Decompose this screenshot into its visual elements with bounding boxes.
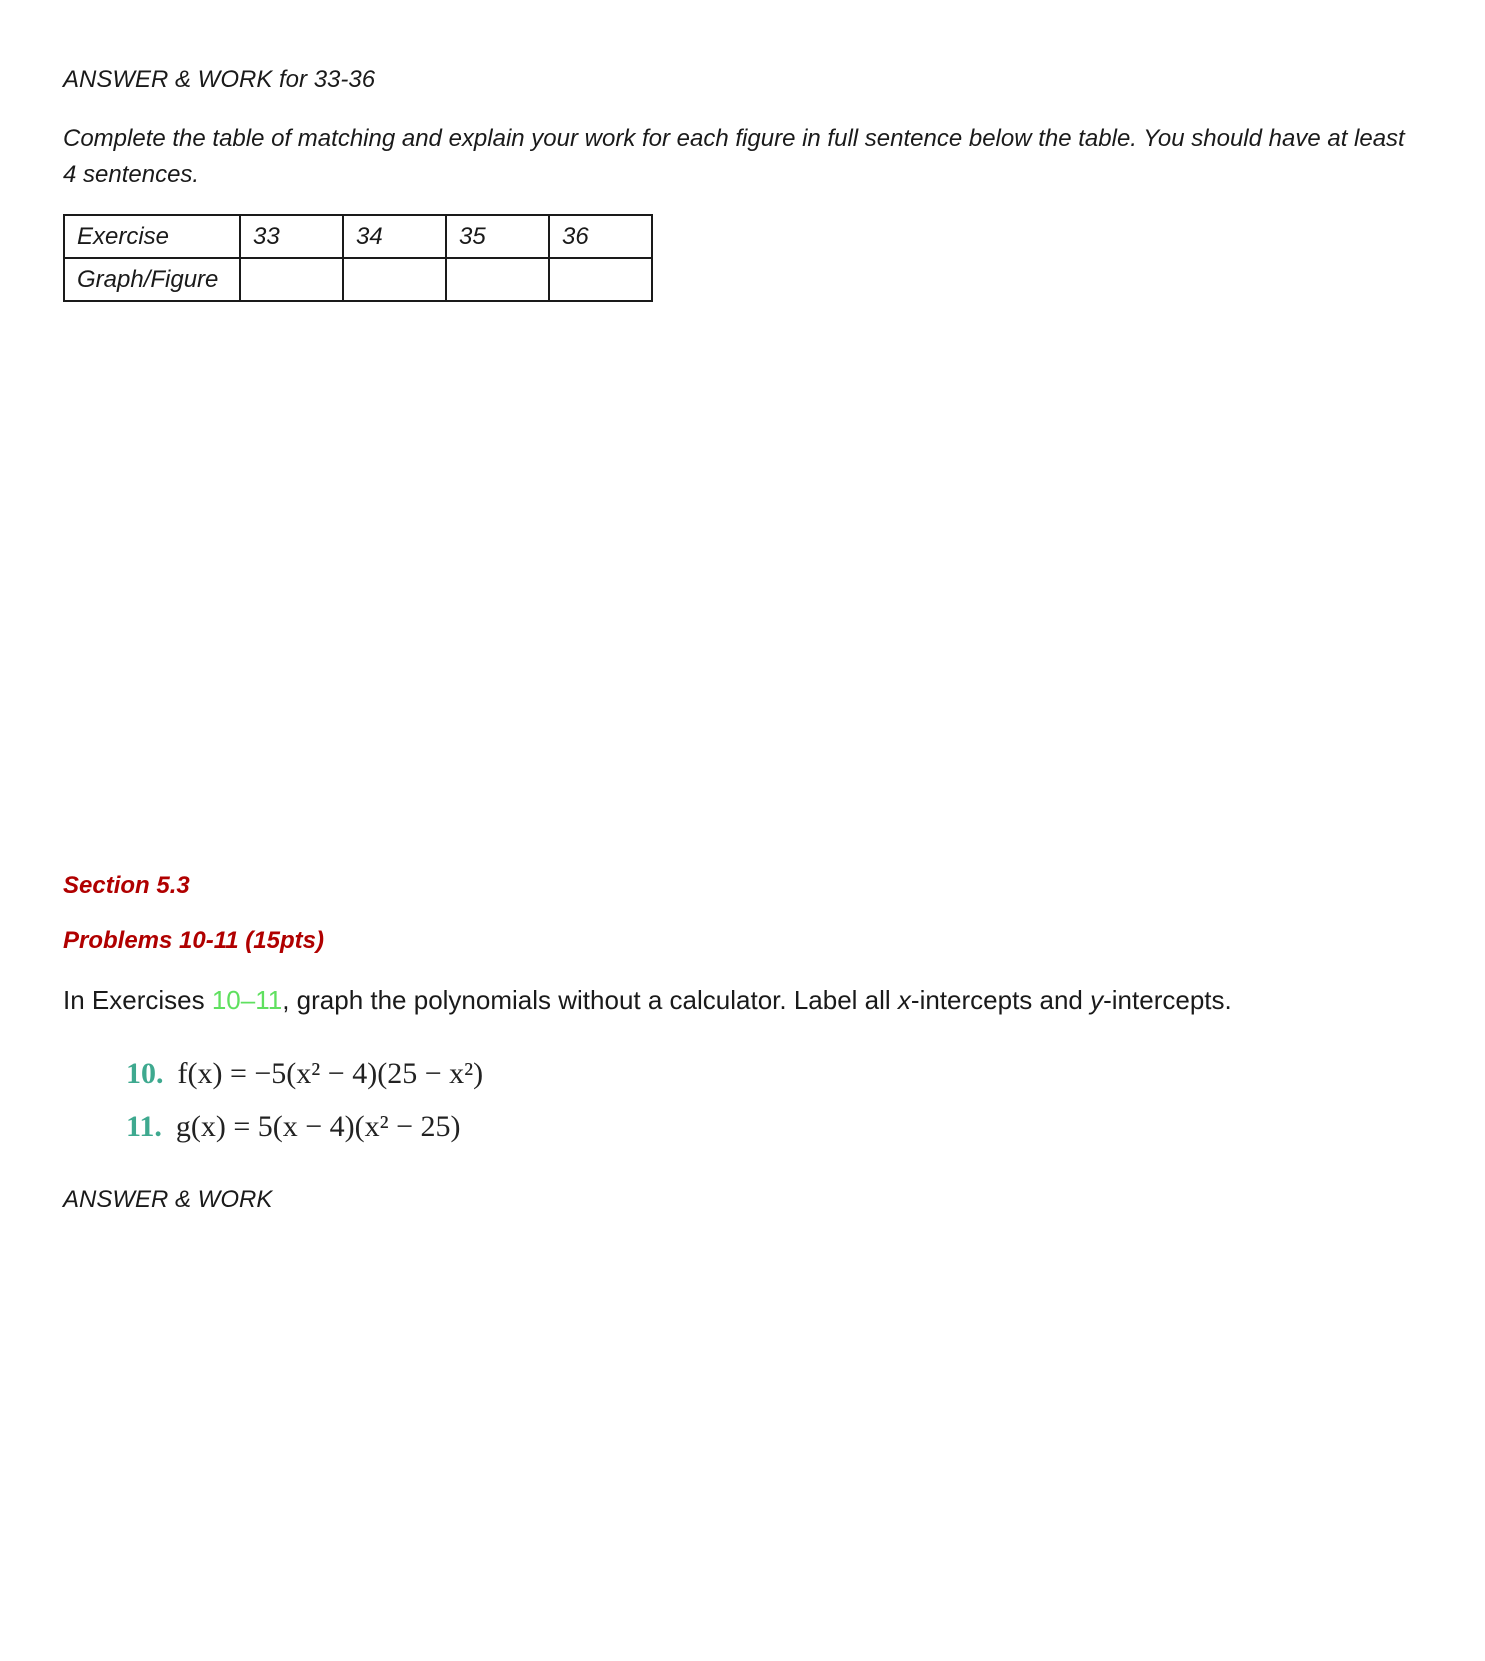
intro-y: y — [1090, 985, 1104, 1015]
table-row — [64, 215, 652, 258]
exercise-cell: 36 — [549, 215, 652, 258]
graph-answer-cell[interactable] — [549, 258, 652, 301]
exercise-cell: 33 — [240, 215, 343, 258]
answer-work-heading-2: ANSWER & WORK — [63, 1186, 273, 1213]
problem-expression: g(x) = 5(x − 4)(x² − 25) — [175, 1110, 461, 1143]
exercise-intro — [63, 985, 1232, 1016]
problem-number: 11. — [126, 1110, 162, 1143]
instructions-text: Complete the table of matching and explain your work for each figure in full sentence below the table. You should have at least 4 sentences. — [63, 125, 1405, 188]
intro-x: x — [897, 985, 911, 1015]
graph-answer-cell[interactable] — [343, 258, 446, 301]
section-title: Section 5.3 — [63, 872, 190, 899]
problem-10 — [126, 1057, 483, 1091]
intro-middle: , graph the polynomials without a calculator. Label all — [282, 985, 898, 1015]
exercise-label-cell: Exercise — [64, 215, 240, 258]
problem-number: 10. — [126, 1057, 164, 1090]
intro-after: -intercepts. — [1103, 985, 1232, 1015]
problems-title: Problems 10-11 (15pts) — [63, 927, 324, 954]
problem-expression: f(x) = −5(x² − 4)(25 − x²) — [177, 1057, 484, 1090]
intro-before: In Exercises — [63, 985, 212, 1015]
graph-answer-cell[interactable] — [240, 258, 343, 301]
table-row — [64, 258, 652, 301]
exercise-cell: 34 — [343, 215, 446, 258]
exercise-cell: 35 — [446, 215, 549, 258]
exercise-range-link[interactable]: 10–11 — [211, 985, 283, 1015]
intro-middle2: -intercepts and — [910, 985, 1091, 1015]
problem-11 — [126, 1110, 461, 1144]
graph-answer-cell[interactable] — [446, 258, 549, 301]
graph-figure-label-cell: Graph/Figure — [64, 258, 240, 301]
answer-work-heading: ANSWER & WORK for 33-36 — [63, 66, 376, 93]
matching-table — [63, 214, 653, 302]
